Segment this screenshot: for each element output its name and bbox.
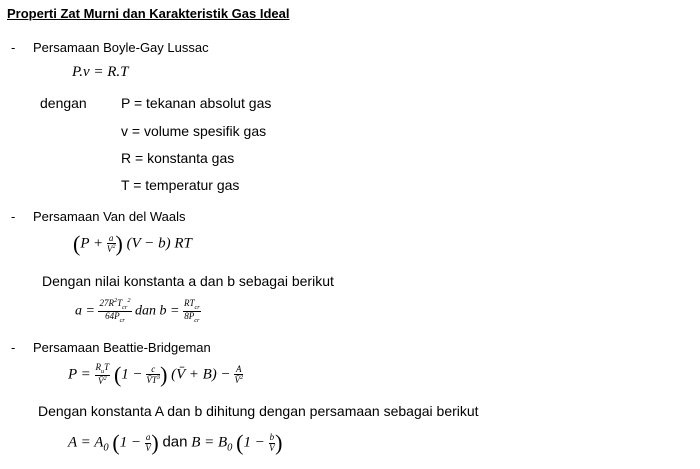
equation-vanderwaals: (P + $\frac{a}{V^2}$ ) (V − b) RT [73, 231, 192, 256]
bullet-marker: - [11, 40, 16, 55]
bullet-marker: - [11, 340, 16, 355]
note-beattie: Dengan konstanta A dan b dihitung dengan persamaan sebagai berikut [38, 403, 479, 419]
equation-constants-AB: $A = A_0$ (1 − $\frac{a}{V̄}$ ) dan $B = B_0$ (1 − $\frac{b}{V̄}$ ) [68, 430, 283, 455]
definition-r: R = konstanta gas [121, 150, 235, 166]
dan-text: dan [162, 433, 188, 451]
section-heading-boyle: Persamaan Boyle-Gay Lussac [33, 40, 209, 55]
bullet-marker: - [11, 209, 16, 224]
definition-v: v = volume spesifik gas [121, 123, 267, 139]
equation-boyle: P.v = R.T [72, 64, 129, 80]
section-heading-vanderwaals: Persamaan Van del Waals [33, 209, 186, 224]
dengan-label: dengan [40, 95, 87, 111]
definition-t: T = temperatur gas [121, 177, 240, 193]
definition-p: P = tekanan absolut gas [121, 95, 272, 111]
equation-beattie: P = $\frac{R_uT}{V̄^2}$ (1 − $\frac{c}{V̄T^3}$ ) (V̄ + B) − $\frac{A}{V̄^2}$ [68, 362, 244, 387]
note-vanderwaals: Dengan nilai konstanta a dan b sebagai berikut [42, 273, 334, 289]
section-heading-beattie: Persamaan Beattie-Bridgeman [33, 340, 211, 355]
dan-text: dan [135, 303, 157, 319]
page-title: Properti Zat Murni dan Karakteristik Gas Ideal [7, 6, 290, 21]
equation-constants-ab: a = $\frac{27R^2T_{cr}^2}{64P_{cr}}$ dan b = $\frac{RT_{cr}}{8P_{cr}}$ [75, 297, 200, 325]
